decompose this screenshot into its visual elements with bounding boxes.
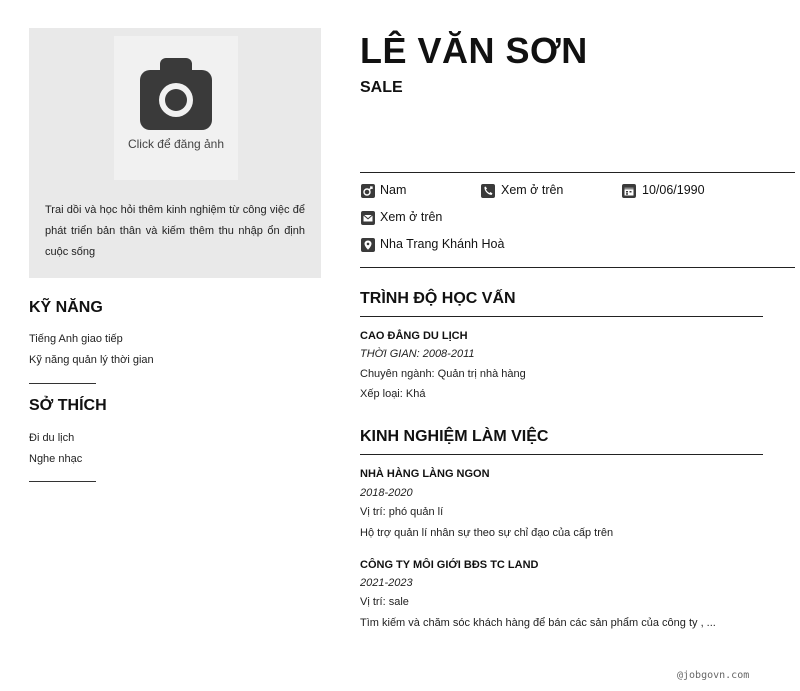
education-title: TRÌNH ĐỘ HỌC VẤN (360, 290, 516, 307)
job-company: CÔNG TY MÔI GIỚI BĐS TC LAND (360, 559, 539, 571)
calendar-icon (622, 184, 636, 198)
photo-upload[interactable] (114, 36, 238, 180)
camera-icon (138, 56, 214, 132)
skill-item: Tiếng Anh giao tiếp (29, 333, 123, 345)
contact-email: Xem ở trên (380, 210, 443, 224)
job-period: 2021-2023 (360, 577, 413, 589)
job-period: 2018-2020 (360, 487, 413, 499)
contact-address: Nha Trang Khánh Hoà (380, 237, 505, 251)
job-position: Vị trí: phó quản lí (360, 506, 444, 518)
contact-top-divider (360, 172, 795, 173)
job-description: Hộ trợ quản lí nhân sự theo sự chỉ đạo của cấp trên (360, 527, 614, 539)
candidate-role: SALE (360, 79, 403, 96)
gender-icon (361, 184, 375, 198)
hobbies-divider (29, 481, 96, 482)
job-position: Vị trí: sale (360, 596, 409, 608)
education-major: Chuyên ngành: Quản trị nhà hàng (360, 368, 526, 380)
hobby-item: Đi du lịch (29, 432, 75, 444)
hobby-item: Nghe nhạc (29, 453, 83, 465)
career-objective: Trai dồi và học hỏi thêm kinh nghiệm từ công việc để phát triển bản thân và kiếm thêm thu nhập ổn định cuộc sống (45, 204, 305, 258)
job-company: NHÀ HÀNG LÀNG NGON (360, 468, 490, 480)
skills-title: KỸ NĂNG (29, 299, 103, 316)
experience-divider (360, 454, 763, 455)
location-icon (361, 238, 375, 252)
skills-divider (29, 383, 96, 384)
candidate-name: LÊ VĂN SƠN (360, 30, 588, 71)
skill-item: Kỹ năng quản lý thời gian (29, 354, 154, 366)
photo-upload-label: Click để đăng ảnh (127, 137, 225, 151)
education-school: CAO ĐẲNG DU LỊCH (360, 330, 468, 342)
footer-watermark: @jobgovn.com (677, 670, 750, 681)
experience-title: KINH NGHIỆM LÀM VIỆC (360, 428, 549, 445)
job-description: Tìm kiếm và chăm sóc khách hàng để bán các sản phẩm của công ty , ... (360, 617, 716, 629)
education-grade: Xếp loại: Khá (360, 388, 426, 400)
education-divider (360, 316, 763, 317)
contact-phone: Xem ở trên (501, 183, 564, 197)
phone-icon (481, 184, 495, 198)
contact-gender: Nam (380, 183, 407, 197)
contact-bottom-divider (360, 267, 795, 268)
contact-dob: 10/06/1990 (642, 183, 705, 197)
email-icon (361, 211, 375, 225)
education-period: THỜI GIAN: 2008-2011 (360, 348, 475, 360)
hobbies-title: SỞ THÍCH (29, 397, 107, 414)
